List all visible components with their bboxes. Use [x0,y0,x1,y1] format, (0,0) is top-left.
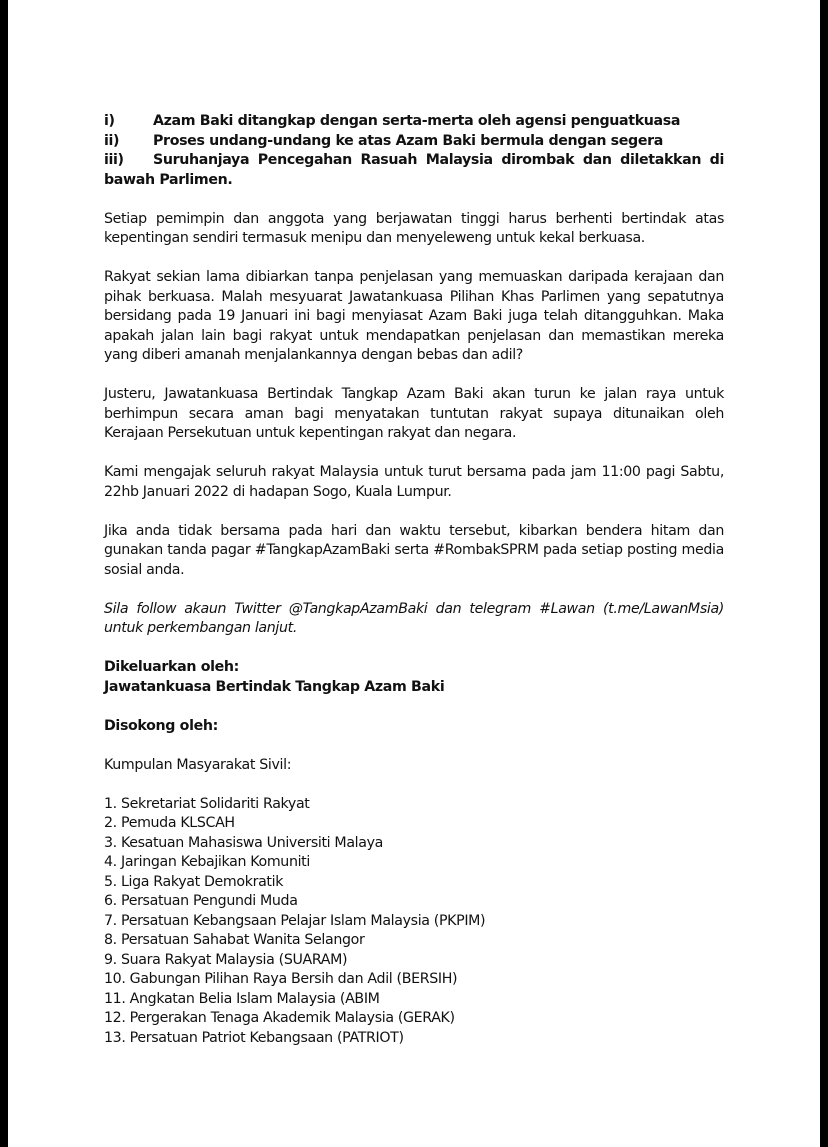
issuer-name: Jawatankuasa Bertindak Tangkap Azam Baki [104,678,445,695]
issued-by-label: Dikeluarkan oleh: [104,659,239,675]
supported-by-label: Disokong oleh: [104,717,218,734]
paragraph-leaders: Setiap pemimpin dan anggota yang berjawatan tinggi harus berhenti bertindak atas kepentingan sendiri termasuk menipu dan menyeleweng untuk kekal berkuasa. [104,210,724,246]
demand-number: i) [104,113,115,129]
paragraph-hashtags: Jika anda tidak bersama pada hari dan waktu tersebut, kibarkan bendera hitam dan gunakan tanda pagar #TangkapAzamBaki serta #RombakSPRM pada setiap posting media sosial anda. [104,522,724,578]
demand-item [104,112,724,132]
list-item: 10. Gabungan Pilihan Raya Bersih dan Adil (BERSIH) [104,971,458,987]
paragraph-invitation: Kami mengajak seluruh rakyat Malaysia untuk turut bersama pada jam 11:00 pagi Sabtu, 22hb Januari 2022 di hadapan Sogo, Kuala Lumpur. [104,464,724,500]
list-item: 12. Pergerakan Tenaga Akademik Malaysia (GERAK) [104,1010,455,1026]
paragraph-follow: Sila follow akaun Twitter @TangkapAzamBaki dan telegram #Lawan (t.me/LawanMsia) untuk perkembangan lanjut. [104,600,724,636]
list-item: 2. Pemuda KLSCAH [104,815,235,831]
paragraph-explanation: Rakyat sekian lama dibiarkan tanpa penjelasan yang memuaskan daripada kerajaan dan pihak berkuasa. Malah mesyuarat Jawatankuasa Pilihan Khas Parlimen yang sepatutnya bersidang pada 19 Januari ini bagi menyiasat Azam Baki juga telah ditangguhkan. Maka apakah jalan lain bagi rakyat untuk mendapatkan penjelasan dan memastikan mereka yang diberi amanah menjalankannya dengan bebas dan adil? [104,269,724,363]
demand-item [104,132,724,152]
list-item: 7. Persatuan Kebangsaan Pelajar Islam Malaysia (PKPIM) [104,912,486,929]
civil-society-label: Kumpulan Masyarakat Sivil: [104,756,292,773]
demand-item [104,151,724,190]
list-item: 9. Suara Rakyat Malaysia (SUARAM) [104,951,348,968]
demand-text: Proses undang-undang ke atas Azam Baki bermula dengan segera [153,132,663,149]
supporter-list [104,795,724,1049]
document-page [8,0,820,1147]
list-item: 8. Persatuan Sahabat Wanita Selangor [104,932,365,948]
list-item: 6. Persatuan Pengundi Muda [104,893,298,909]
list-item: 5. Liga Rakyat Demokratik [104,873,284,890]
demand-text: Azam Baki ditangkap dengan serta-merta oleh agensi penguatkuasa [153,113,681,129]
list-item: 13. Persatuan Patriot Kebangsaan (PATRIOT) [104,1029,404,1046]
paragraph-rally: Justeru, Jawatankuasa Bertindak Tangkap Azam Baki akan turun ke jalan raya untuk berhimpun secara aman bagi menyatakan tuntutan rakyat supaya ditunaikan oleh Kerajaan Persekutuan untuk kepentingan rakyat dan negara. [104,386,724,441]
list-item: 4. Jaringan Kebajikan Komuniti [104,854,310,870]
demand-number: iii) [104,152,124,168]
document-body [104,112,724,1048]
list-item: 3. Kesatuan Mahasiswa Universiti Malaya [104,834,383,851]
list-item: 1. Sekretariat Solidariti Rakyat [104,795,310,812]
demands-list [104,112,724,190]
list-item: 11. Angkatan Belia Islam Malaysia (ABIM [104,990,380,1007]
demand-text: Suruhanjaya Pencegahan Rasuah Malaysia dirombak dan diletakkan di bawah Parlimen. [104,152,724,188]
demand-number: ii) [104,132,120,149]
